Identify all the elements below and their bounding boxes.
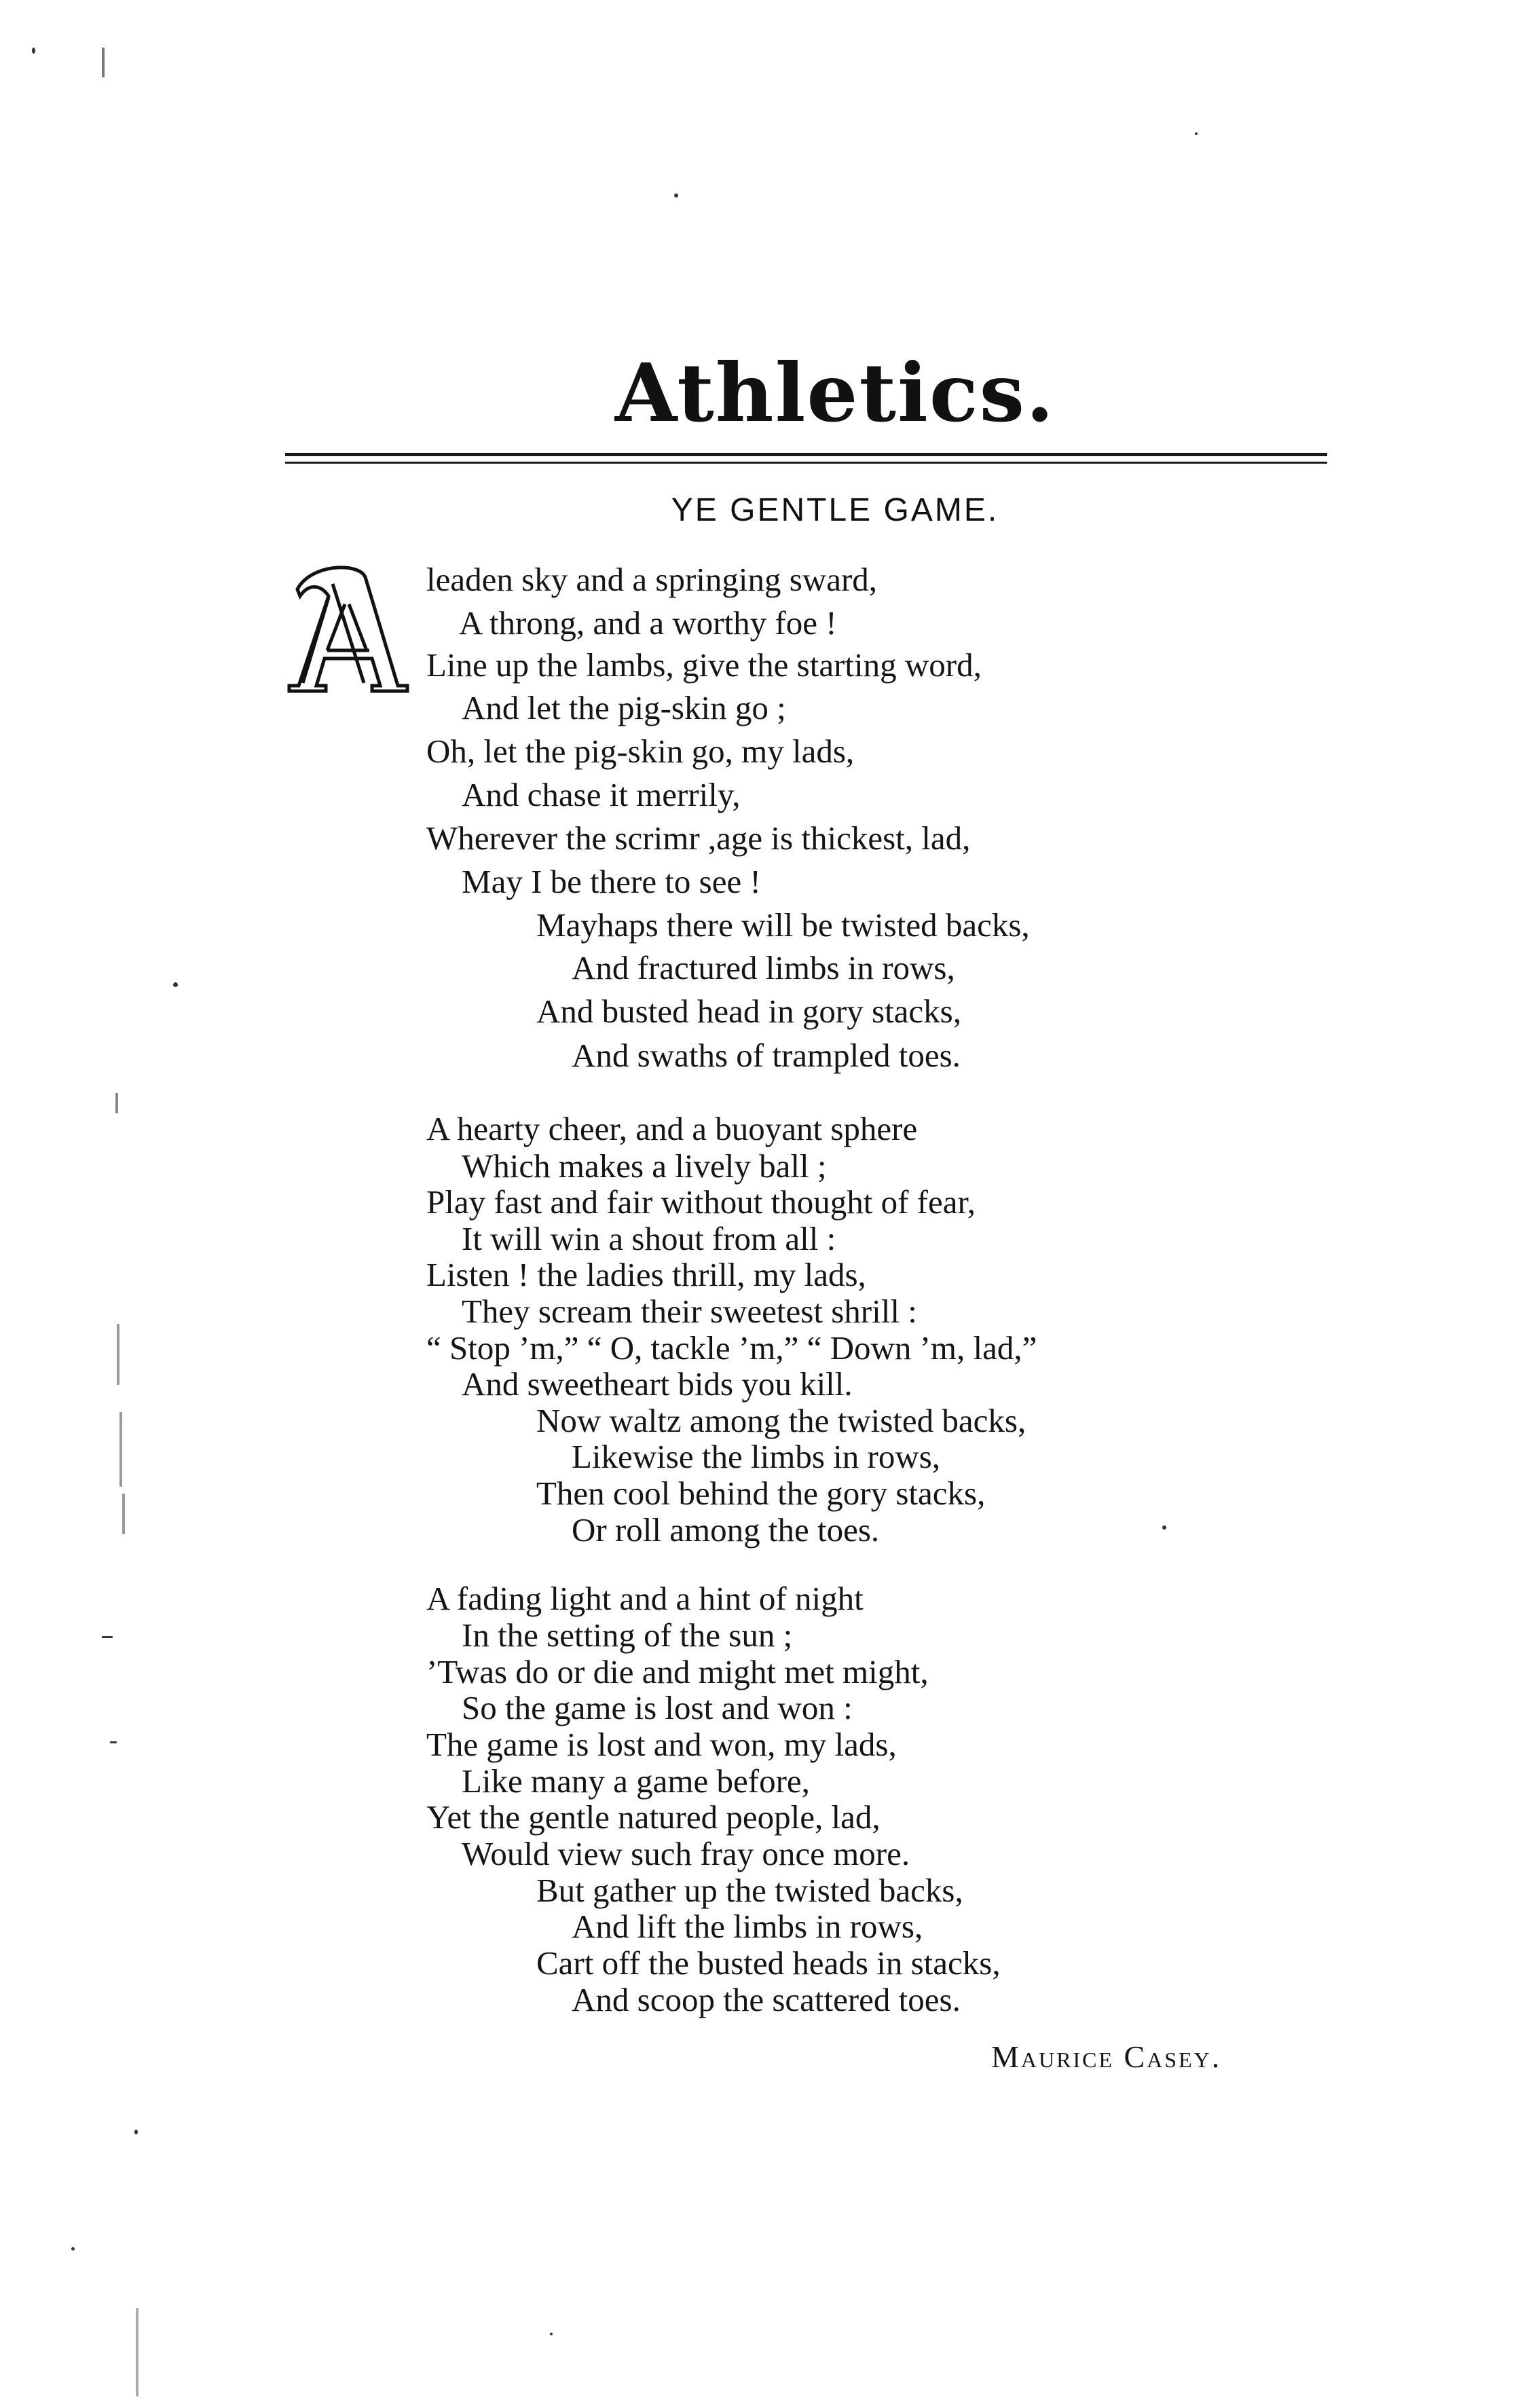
- poem-line: Oh, let the pig-skin go, my lads,: [426, 733, 855, 770]
- poem-line: Then cool behind the gory stacks,: [536, 1475, 986, 1512]
- rule-thin: [285, 462, 1327, 464]
- scan-speck: [1195, 132, 1198, 135]
- scan-speck: [173, 982, 178, 987]
- poem-line: And busted head in gory stacks,: [536, 993, 961, 1030]
- poem-line: And chase it merrily,: [462, 776, 741, 813]
- poem-line: Play fast and fair without thought of fear,: [426, 1183, 976, 1221]
- poem-line: And lift the limbs in rows,: [572, 1908, 923, 1945]
- page-title: Athletics.: [614, 346, 1056, 440]
- poem-line: Cart off the busted heads in stacks,: [536, 1944, 1001, 1982]
- poem-line: And fractured limbs in rows,: [572, 949, 955, 986]
- poem-line: But gather up the twisted backs,: [536, 1872, 963, 1909]
- scan-speck: [119, 1412, 122, 1487]
- scan-speck: [102, 1636, 113, 1638]
- poem-line: And let the pig-skin go ;: [462, 689, 786, 726]
- poem-line: Or roll among the toes.: [572, 1511, 880, 1549]
- poem-line: A throng, and a worthy foe !: [459, 604, 837, 642]
- rule-thick: [285, 453, 1327, 456]
- poem-line: And swaths of trampled toes.: [572, 1037, 961, 1074]
- scan-speck: [134, 2130, 138, 2134]
- poem-line: A fading light and a hint of night: [426, 1580, 864, 1617]
- scan-speck: [117, 1324, 119, 1385]
- poem-line: Would view such fray once more.: [462, 1835, 910, 1872]
- scan-speck: [122, 1494, 125, 1534]
- poem-line: Now waltz among the twisted backs,: [536, 1402, 1026, 1439]
- scan-speck: [32, 48, 35, 54]
- scan-speck: [110, 1741, 117, 1743]
- poem-line: Line up the lambs, give the starting word,: [426, 646, 982, 684]
- poem-line: Like many a game before,: [462, 1762, 810, 1800]
- drop-cap: [284, 557, 409, 696]
- title-rule: [285, 453, 1327, 469]
- scan-speck: [674, 193, 678, 198]
- scan-speck: [136, 2308, 138, 2396]
- scan-speck: [1162, 1525, 1166, 1530]
- poem-line: leaden sky and a springing sward,: [426, 561, 878, 598]
- poem-line: So the game is lost and won :: [462, 1689, 853, 1726]
- poem-line: In the setting of the sun ;: [462, 1616, 793, 1654]
- poem-line: Yet the gentle natured people, lad,: [426, 1798, 881, 1836]
- poem-line: And scoop the scattered toes.: [572, 1981, 961, 2018]
- poem-line: Likewise the limbs in rows,: [572, 1438, 941, 1475]
- scan-speck: [71, 2247, 75, 2250]
- poem-line: May I be there to see !: [462, 863, 761, 900]
- poem-line: And sweetheart bids you kill.: [462, 1365, 853, 1403]
- scan-speck: [550, 2333, 553, 2335]
- poem-line: It will win a shout from all :: [462, 1220, 836, 1257]
- poem-line: Listen ! the ladies thrill, my lads,: [426, 1256, 866, 1293]
- poem-line: Wherever the scrimr ,age is thickest, lad,: [426, 819, 971, 857]
- author-signature: Maurice Casey.: [991, 2039, 1222, 2074]
- poem-line: The game is lost and won, my lads,: [426, 1726, 897, 1763]
- poem-line: ’Twas do or die and might met might,: [426, 1653, 929, 1690]
- poem-line: “ Stop ’m,” “ O, tackle ’m,” “ Down ’m, lad,”: [426, 1329, 1037, 1367]
- poem-line: They scream their sweetest shrill :: [462, 1293, 917, 1330]
- poem-line: Which makes a lively ball ;: [462, 1147, 827, 1185]
- poem-line: A hearty cheer, and a buoyant sphere: [426, 1110, 918, 1147]
- poem-title: YE GENTLE GAME.: [671, 492, 999, 528]
- scan-speck: [102, 48, 105, 77]
- poem-line: Mayhaps there will be twisted backs,: [536, 906, 1030, 944]
- scan-speck: [115, 1093, 118, 1113]
